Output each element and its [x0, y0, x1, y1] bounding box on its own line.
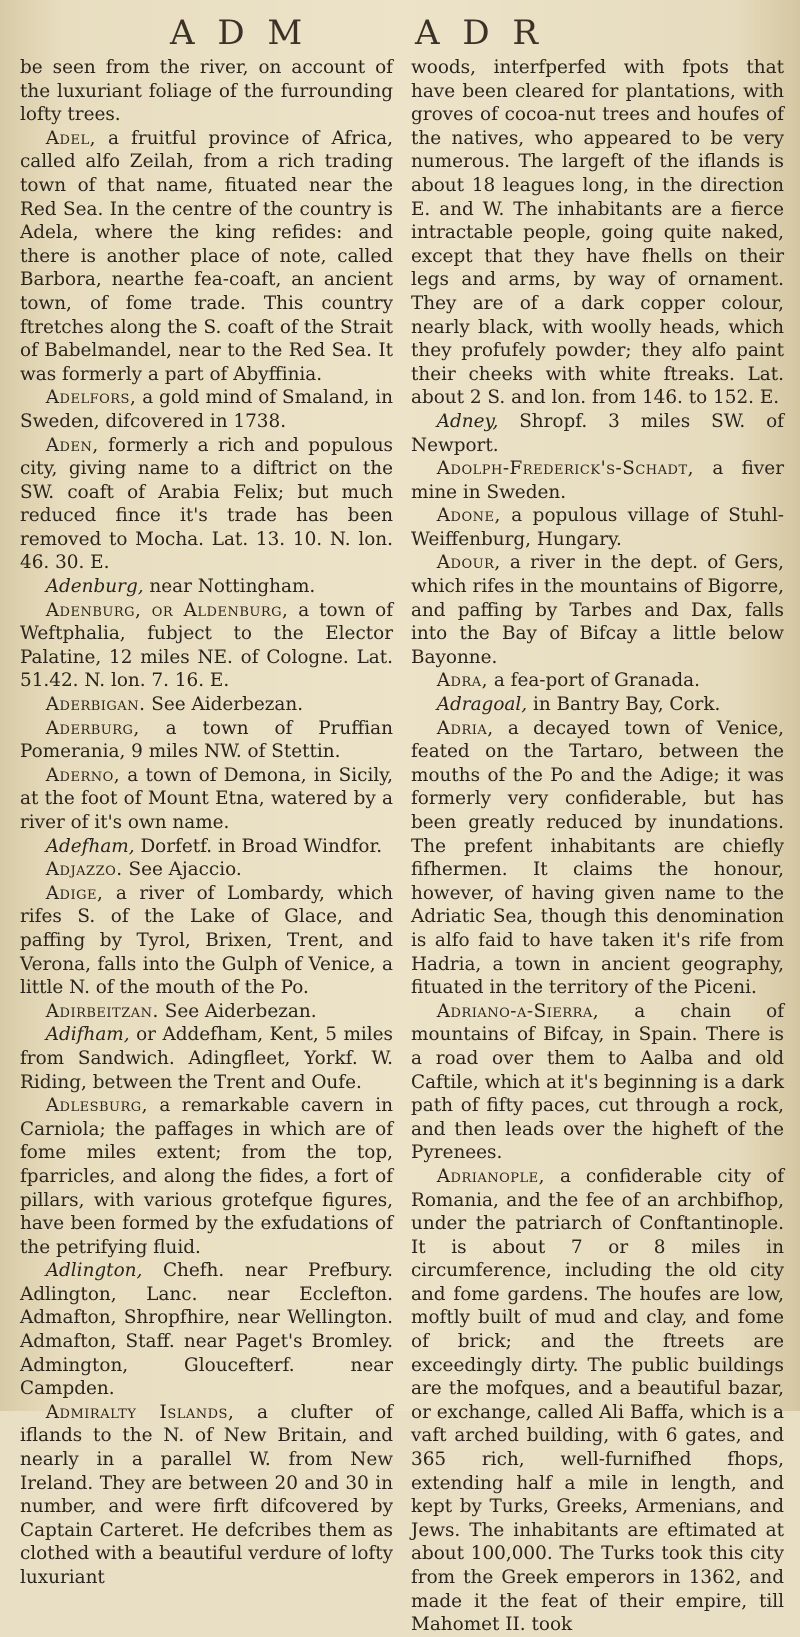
entry-headword: Aderburg, [45, 717, 140, 739]
entry-headword: Adel, [45, 127, 96, 149]
entry-text: a town of Demona, in Sicily, at the foot of Mount Etna, watered by a river of it's own name. [20, 764, 393, 833]
dictionary-entry [411, 717, 784, 1000]
entry-text: See Ajaccio. [122, 859, 242, 881]
dictionary-entry [411, 504, 784, 551]
dictionary-entry [20, 858, 393, 882]
dictionary-entry [20, 1000, 393, 1024]
dictionary-entry [20, 127, 393, 387]
dictionary-entry [411, 1000, 784, 1165]
entry-text: Chefh. near Prefbury. Adlington, Lanc. near Ecclefton. Admafton, Shropfhire, near Wellington. Admafton, Staff. near Paget's Bromley. Admington, Gloucefterf. near Campden. [20, 1260, 393, 1400]
dictionary-entry [20, 717, 393, 764]
entry-text: woods, interfperfed with fpots that have been cleared for plantations, with groves of cocoa-nut trees and houfes of the natives, who appeared to be very numerous. The largeft of the iflands is about 18 leagues long, in the direction E. and W. The inhabitants are a fierce intractable people, going quite naked, except that they have fhells on their legs and arms, by way of ornament. They are of a dark copper colour, nearly black, with woolly heads, which they profufely powder; they alfo paint their cheeks with white ftreaks. Lat. about 2 S. and lon. from 146. to 152. E. [411, 57, 784, 409]
entry-headword: Adenburg, [45, 576, 144, 598]
dictionary-entry [20, 575, 393, 599]
entry-text: a remarkable cavern in Carniola; the paffages in which are of fome miles extent; from the top, fparricles, and along the fides, a fort of pillars, with various grotefque figures, have been formed by the exfudations of the petrifying fluid. [20, 1095, 393, 1258]
entry-headword: Adige, [45, 882, 104, 904]
entry-headword: Adefham, [45, 835, 135, 857]
entry-text: a populous village of Stuhl-Weiffenburg, Hungary. [411, 505, 784, 550]
entry-text: Shropf. 3 miles SW. of Newport. [411, 410, 784, 456]
entry-headword: Adriano-a-Sierra, [436, 1000, 600, 1022]
dictionary-entry [20, 693, 393, 717]
entry-headword: Adone, [436, 505, 501, 527]
entry-headword: Adrianople, [436, 1165, 546, 1187]
entry-text: a confiderable city of Romania, and the fee of an archbifhop, under the patriarch of Conftantinople. It is about 7 or 8 miles in circumference, including the old city and fome gardens. The houfes are low, moftly built of mud and clay, and fome of brick; and the ftreets are exceedingly dirty. The public buildings are the mofques, and a beautiful bazar, or exchange, called Ali Baffa, which is a vaft arched building, with 6 gates, and 365 rich, well-furnifhed fhops, extending half a mile in length, and kept by Turks, Greeks, Armenians, and Jews. The inhabitants are eftimated at about 100,000. The Turks took this city from the Greek emperors in 1362, and made it the feat of their empire, till Mahomet II. took [411, 1165, 784, 1636]
entry-headword: Adria, [436, 717, 494, 739]
running-head-right: A D R [414, 13, 544, 53]
entry-text: a decayed town of Venice, feated on the Tartaro, between the mouths of the Po and the Adige; it was formerly very confiderable, but has been greatly reduced by inundations. The prefent inhabitants are chiefly fifhermen. It claims the honour, however, of having given name to the Adriatic Sea, though this denomination is alfo faid to have taken it's rife from Hadria, a town in ancient geography, fituated in the territory of the Piceni. [411, 717, 784, 999]
entry-headword: Adra, [436, 670, 488, 692]
dictionary-entry [411, 1165, 784, 1637]
entry-headword: Admiralty Islands, [45, 1401, 235, 1423]
entry-headword: Adirbeitzan. [45, 1000, 159, 1022]
entry-text: be seen from the river, on account of the luxuriant foliage of the furrounding lofty trees. [20, 57, 393, 126]
dictionary-entry [20, 764, 393, 835]
entry-text: a fruitful province of Africa, called alfo Zeilah, from a rich trading town of that name, fituated near the Red Sea. In the centre of the country is Adela, where the king refides: and there is another place of note, called Barbora, nearthe fea-coaft, an ancient town, of fome trade. This country ftretches along the S. coaft of the Strait of Babelmandel, near to the Red Sea. It was formerly a part of Abyffinia. [20, 127, 393, 385]
entry-headword: Adjazzo. [45, 859, 123, 881]
dictionary-entry [411, 457, 784, 504]
entry-text: See Aiderbezan. [158, 1000, 317, 1022]
entry-text: in Bantry Bay, Cork. [527, 694, 721, 716]
entry-text: a fiver mine in Sweden. [411, 458, 784, 503]
entry-headword: Adney, [436, 410, 499, 432]
dictionary-entry [411, 693, 784, 717]
dictionary-entry [20, 56, 393, 127]
dictionary-entry [411, 56, 784, 410]
dictionary-entry [20, 1259, 393, 1401]
dictionary-entry [20, 386, 393, 433]
dictionary-entry [411, 669, 784, 693]
entry-headword: Aderbigan. [45, 694, 146, 716]
entry-text: a fea-port of Granada. [487, 670, 700, 692]
entry-headword: Adelfors, [45, 387, 137, 409]
entry-text: a town of Weftphalia, fubject to the Elector Palatine, 12 miles NE. of Cologne. Lat. 51.42. N. lon. 7. 16. E. [20, 599, 393, 692]
entry-text: a clufter of iflands to the N. of New Britain, and nearly in a parallel W. from New Ireland. They are between 20 and 30 in number, and were firft difcovered by Captain Carteret. He defcribes them as clothed with a beautiful verdure of lofty luxuriant [20, 1401, 393, 1588]
dictionary-entry [411, 551, 784, 669]
running-head-left: A D M [170, 13, 309, 53]
entry-text: Dorfetf. in Broad Windfor. [134, 835, 383, 857]
dictionary-entry [20, 1401, 393, 1590]
entry-text: a town of Pruffian Pomerania, 9 miles NW. of Stettin. [20, 717, 393, 763]
entry-headword: Aderno, [45, 764, 121, 786]
entry-headword: Aden, [45, 434, 99, 456]
text-columns [20, 56, 784, 1636]
entry-text: a river in the dept. of Gers, which rifes in the mountains of Bigorre, and paffing by Tarbes and Dax, falls into the Bay of Bifcay a little below Bayonne. [411, 552, 784, 668]
dictionary-entry [20, 835, 393, 859]
dictionary-entry [20, 882, 393, 1000]
dictionary-entry [411, 410, 784, 457]
entry-headword: Adlington, [45, 1260, 143, 1282]
entry-headword: Adlesburg, [45, 1095, 149, 1117]
entry-text: formerly a rich and populous city, giving name to a diftrict on the SW. coaft of Arabia Felix; but much reduced fince it's trade has been removed to Mocha. Lat. 13. 10. N. lon. 46. 30. E. [20, 434, 393, 574]
entry-headword: Adolph-Frederick's-Schadt, [436, 458, 694, 480]
entry-headword: Adour, [436, 552, 501, 574]
entry-text: near Nottingham. [143, 576, 316, 598]
dictionary-entry [20, 1023, 393, 1094]
entry-text: a gold mind of Smaland, in Sweden, difcovered in 1738. [20, 387, 393, 432]
left-column [20, 56, 393, 1588]
entry-text: or Addefham, Kent, 5 miles from Sandwich. Adingfleet, Yorkf. W. Riding, between the Trent and Oufe. [20, 1024, 393, 1093]
running-head [20, 10, 784, 56]
right-column [411, 56, 784, 1636]
entry-headword: Adragoal, [436, 694, 528, 716]
entry-headword: Adenburg, or Aldenburg, [45, 599, 289, 621]
entry-text: a river of Lombardy, which rifes S. of the Lake of Glace, and paffing by Tyrol, Brixen, Trent, and Verona, falls into the Gulph of Venice, a little N. of the mouth of the Po. [20, 882, 393, 999]
dictionary-entry [20, 1094, 393, 1259]
entry-text: a chain of mountains of Bifcay, in Spain. There is a road over them to Aalba and old Caftile, which at it's beginning is a dark path of fifty paces, cut through a rock, and then leads over the higheft of the Pyrenees. [411, 1000, 784, 1164]
entry-text: See Aiderbezan. [145, 694, 304, 716]
entry-headword: Adifham, [45, 1024, 130, 1046]
dictionary-entry [20, 434, 393, 576]
dictionary-entry [20, 599, 393, 693]
